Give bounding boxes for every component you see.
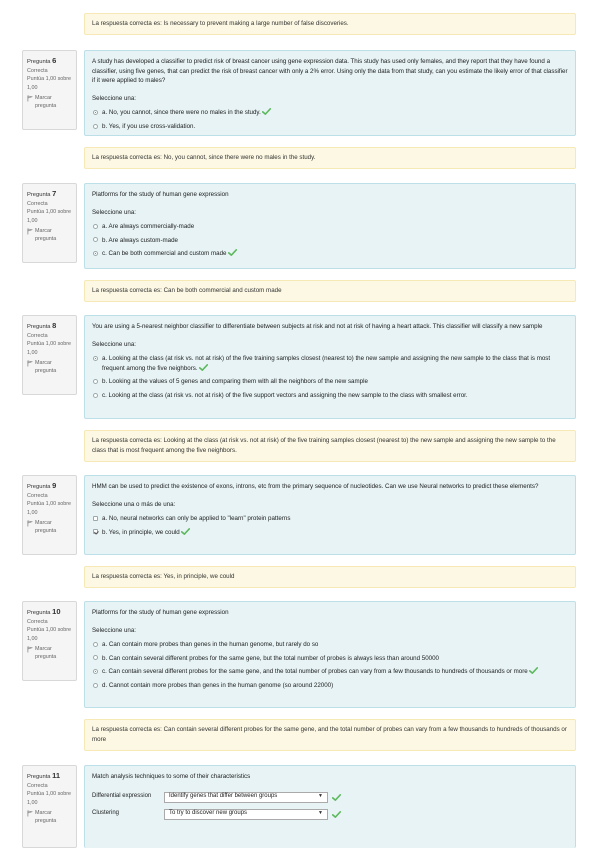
question-state: Correcta: [27, 782, 48, 789]
check-icon: [199, 364, 208, 371]
answer-option[interactable]: b. Can contain several different probes for the same gene, but the total number of probes is always less than around 50000: [92, 652, 569, 666]
question-info-q10: [22, 601, 77, 681]
radio-button[interactable]: [93, 379, 98, 384]
question-info-q9: [22, 475, 77, 555]
feedback-box-q8: La respuesta correcta es: Looking at the class (at risk vs. not at risk) of the five training samples closest (nearest to) the new sample and assigning the new sample to the class that is most frequent among the five neighbors.: [84, 430, 576, 462]
flag-icon: [27, 810, 33, 817]
answer-option[interactable]: d. Cannot contain more probes than genes in the human genome (so around 22000): [92, 679, 569, 693]
answer-option[interactable]: c. Can be both commercial and custom made: [92, 247, 569, 261]
radio-button[interactable]: [93, 683, 98, 688]
feedback-box-q7: La respuesta correcta es: Can be both commercial and custom made: [84, 280, 576, 302]
answer-option[interactable]: a. Can contain more probes than genes in the human genome, but rarely do so: [92, 638, 569, 652]
match-select[interactable]: To try to discover new groups ▼: [164, 809, 328, 820]
feedback-box-q6: La respuesta correcta es: No, you cannot, since there were no males in the study.: [84, 147, 576, 169]
question-score: Puntúa 1,00 sobre 1,00: [27, 501, 72, 516]
question-state: Correcta: [27, 332, 48, 339]
flag-question-link[interactable]: Marcar pregunta: [27, 227, 72, 244]
radio-button[interactable]: [93, 356, 98, 361]
radio-button[interactable]: [93, 393, 98, 398]
flag-icon: [27, 95, 33, 102]
question-box-q11: [84, 765, 576, 848]
question-box-q6: [84, 50, 576, 136]
feedback-box-q10: La respuesta correcta es: Can contain several different probes for the same gene, and the total number of probes can vary from a few thousands to hundreds of thousands or more: [84, 719, 576, 751]
radio-button[interactable]: [93, 251, 98, 256]
flag-icon: [27, 360, 33, 367]
answer-option[interactable]: a. Looking at the class (at risk vs. not at risk) of the five training samples closest (nearest to) the new sample and assigning the new sample to the class that is most frequent among the five neighbors.: [92, 352, 569, 375]
flag-question-link[interactable]: Marcar pregunta: [27, 359, 72, 376]
question-info-q6: [22, 50, 77, 130]
radio-button[interactable]: [93, 669, 98, 674]
flag-icon: [27, 228, 33, 235]
feedback-box-q9: La respuesta correcta es: Yes, in principle, we could: [84, 566, 576, 588]
answer-option[interactable]: b. Yes, in principle, we could: [92, 526, 569, 540]
answer-option[interactable]: a. No, you cannot, since there were no males in the study.: [92, 106, 569, 120]
question-score: Puntúa 1,00 sobre 1,00: [27, 791, 72, 806]
question-text: Platforms for the study of human gene expression: [92, 191, 229, 198]
feedback-answer: Is necessary to prevent making a large number of false discoveries.: [163, 20, 349, 27]
flag-icon: [27, 646, 33, 653]
match-label: Clustering: [92, 810, 120, 817]
answer-option[interactable]: c. Can contain several different probes for the same gene, and the total number of probes can vary from a few thousands to hundreds of thousands or more: [92, 665, 569, 679]
question-text: Platforms for the study of human gene expression: [92, 609, 229, 616]
check-icon: [228, 249, 237, 256]
flag-question-link[interactable]: Marcar pregunta: [27, 645, 72, 662]
check-icon: [529, 667, 538, 674]
answer-option[interactable]: b. Looking at the values of 5 genes and comparing them with all the neighbors of the new sample: [92, 375, 569, 389]
radio-button[interactable]: [93, 237, 98, 242]
question-state: Correcta: [27, 492, 48, 499]
match-select[interactable]: Identify genes that differ between groups ▼: [164, 792, 328, 803]
flag-icon: [27, 520, 33, 527]
check-icon: [332, 794, 341, 801]
answer-option[interactable]: b. Are always custom-made: [92, 234, 569, 248]
check-icon: [332, 811, 341, 818]
checkbox[interactable]: [93, 529, 98, 534]
question-box-q10: [84, 601, 576, 708]
dropdown-caret-icon: ▼: [318, 793, 323, 800]
check-icon: [262, 108, 271, 115]
question-info-q11: [22, 765, 77, 848]
answer-option[interactable]: a. Are always commercially-made: [92, 220, 569, 234]
radio-button[interactable]: [93, 642, 98, 647]
question-text: You are using a 5-nearest neighbor classifier to differentiate between subjects at risk and not at risk of having a heart attack. This classifier will classify a new sample: [92, 323, 543, 330]
flag-question-link[interactable]: Marcar pregunta: [27, 809, 72, 826]
match-row: [92, 792, 569, 803]
radio-button[interactable]: [93, 224, 98, 229]
flag-question-link[interactable]: Marcar pregunta: [27, 519, 72, 536]
question-number: Pregunta 6: [27, 56, 57, 65]
question-number: Pregunta 7: [27, 189, 57, 198]
question-box-q8: [84, 315, 576, 419]
feedback-box-q5: [84, 13, 576, 35]
radio-button[interactable]: [93, 110, 98, 115]
question-number: Pregunta 11: [27, 771, 61, 780]
question-number: Pregunta 10: [27, 607, 61, 616]
question-state: Correcta: [27, 200, 48, 207]
question-number: Pregunta 9: [27, 481, 57, 490]
question-prompt: Seleccione una:: [92, 340, 137, 348]
question-score: Puntúa 1,00 sobre 1,00: [27, 341, 72, 356]
question-box-q7: [84, 183, 576, 269]
question-number: Pregunta 8: [27, 321, 57, 330]
question-prompt: Seleccione una:: [92, 626, 137, 634]
radio-button[interactable]: [93, 124, 98, 129]
answer-option[interactable]: b. Yes, if you use cross-validation.: [92, 120, 569, 134]
feedback-prefix: La respuesta correcta es:: [92, 20, 162, 27]
answer-option[interactable]: a. No, neural networks can only be applied to "learn" protein patterns: [92, 512, 569, 526]
question-info-q8: [22, 315, 77, 395]
question-info-q7: [22, 183, 77, 263]
flag-question-link[interactable]: Marcar pregunta: [27, 94, 72, 111]
question-score: Puntúa 1,00 sobre 1,00: [27, 209, 72, 224]
checkbox[interactable]: [93, 516, 98, 521]
question-text: Match analysis techniques to some of their characteristics: [92, 773, 251, 780]
radio-button[interactable]: [93, 655, 98, 660]
dropdown-caret-icon: ▼: [318, 810, 323, 817]
question-state: Correcta: [27, 618, 48, 625]
match-row: [92, 809, 569, 820]
question-prompt: Seleccione una:: [92, 208, 137, 216]
answer-option[interactable]: c. Looking at the class (at risk vs. not at risk) of the five support vectors and assigning the new sample to the class with smallest error.: [92, 389, 569, 403]
question-score: Puntúa 1,00 sobre 1,00: [27, 627, 72, 642]
question-text: HMM can be used to predict the existence of exons, introns, etc from the primary sequence of nucleotides. Can we use Neural networks to predict these elements?: [92, 483, 539, 490]
question-box-q9: [84, 475, 576, 555]
check-icon: [181, 528, 190, 535]
question-prompt: Seleccione una:: [92, 94, 137, 102]
question-state: Correcta: [27, 67, 48, 74]
question-text: A study has developed a classifier to predict risk of breast cancer using gene expression data. This study has used only females, and they report that they have found a classifier, using five genes, that can predict the risk of breast cancer with only a 2% error. Using only the data from that study, can you estimate the likely error of that classifier if it were applied to males?: [92, 58, 568, 85]
match-label: Differential expression: [92, 793, 152, 800]
question-prompt: Seleccione una o más de una:: [92, 500, 176, 508]
question-score: Puntúa 1,00 sobre 1,00: [27, 76, 72, 91]
